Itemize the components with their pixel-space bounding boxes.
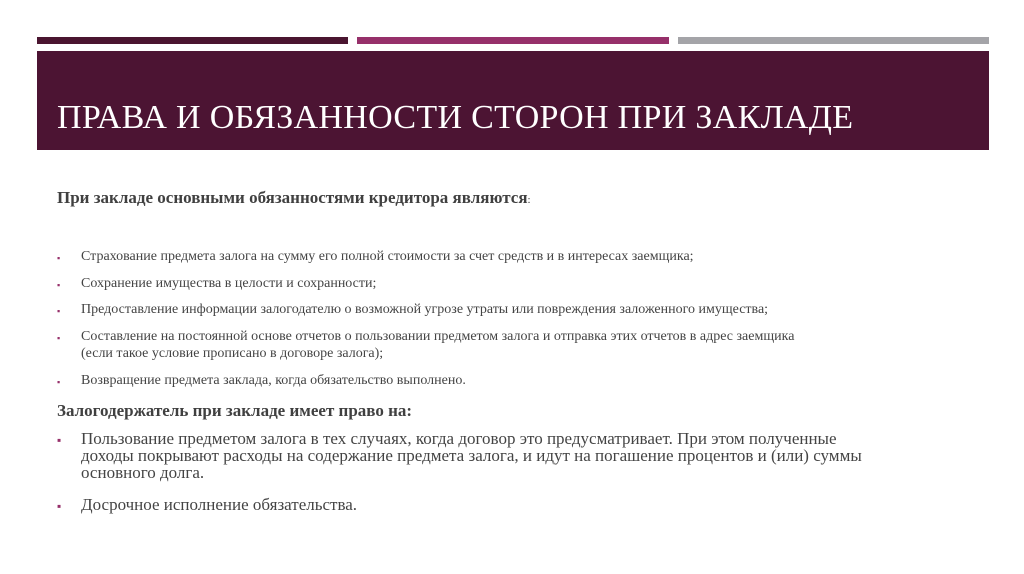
text-line: Досрочное исполнение обязательства. — [81, 495, 358, 514]
pledgeholder-rights-heading: Залогодержатель при закладе имеет право на: — [57, 401, 413, 420]
bullet-icon: ▪ — [57, 377, 61, 387]
creditor-duty-text — [81, 248, 694, 265]
text-line: Страхование предмета залога на сумму его полной стоимости за счет средств и в интересах заемщика; — [81, 249, 694, 264]
creditor-duty-text — [81, 372, 466, 389]
slide-title: ПРАВА И ОБЯЗАННОСТИ СТОРОН ПРИ ЗАКЛАДЕ — [57, 99, 854, 136]
creditor-duties-heading-text: При закладе основными обязанностями кредитора являются — [57, 188, 528, 207]
bullet-icon: ▪ — [57, 433, 62, 447]
text-line: основного долга. — [81, 463, 205, 482]
creditor-duty-text — [81, 275, 376, 292]
text-line: Составление на постоянной основе отчетов о пользовании предметом залога и отправка этих отчетов в адрес заемщика — [81, 329, 795, 344]
text-line: Возвращение предмета заклада, когда обязательство выполнено. — [81, 373, 466, 388]
creditor-duties-heading — [57, 188, 531, 208]
pledgeholder-right-text — [81, 496, 357, 513]
bullet-icon: ▪ — [57, 333, 61, 343]
bullet-icon: ▪ — [57, 280, 61, 290]
bullet-icon: ▪ — [57, 306, 61, 316]
text-line: (если такое условие прописано в договоре залога); — [81, 346, 384, 361]
text-line: доходы покрывают расходы на содержание предмета залога, и идут на погашение процентов и (или) суммы — [81, 446, 862, 465]
creditor-duties-heading-colon: : — [527, 194, 531, 206]
text-line: Пользование предметом залога в тех случаях, когда договор это предусматривает. При этом полученные — [81, 429, 837, 448]
creditor-duty-text — [81, 328, 794, 362]
text-line: Предоставление информации залогодателю о возможной угрозе утраты или повреждения заложенного имущества; — [81, 302, 769, 317]
text-line: Сохранение имущества в целости и сохранности; — [81, 276, 377, 291]
pledgeholder-right-text — [81, 430, 862, 481]
bullet-icon: ▪ — [57, 253, 61, 263]
bullet-icon: ▪ — [57, 499, 62, 513]
creditor-duty-text — [81, 301, 768, 318]
